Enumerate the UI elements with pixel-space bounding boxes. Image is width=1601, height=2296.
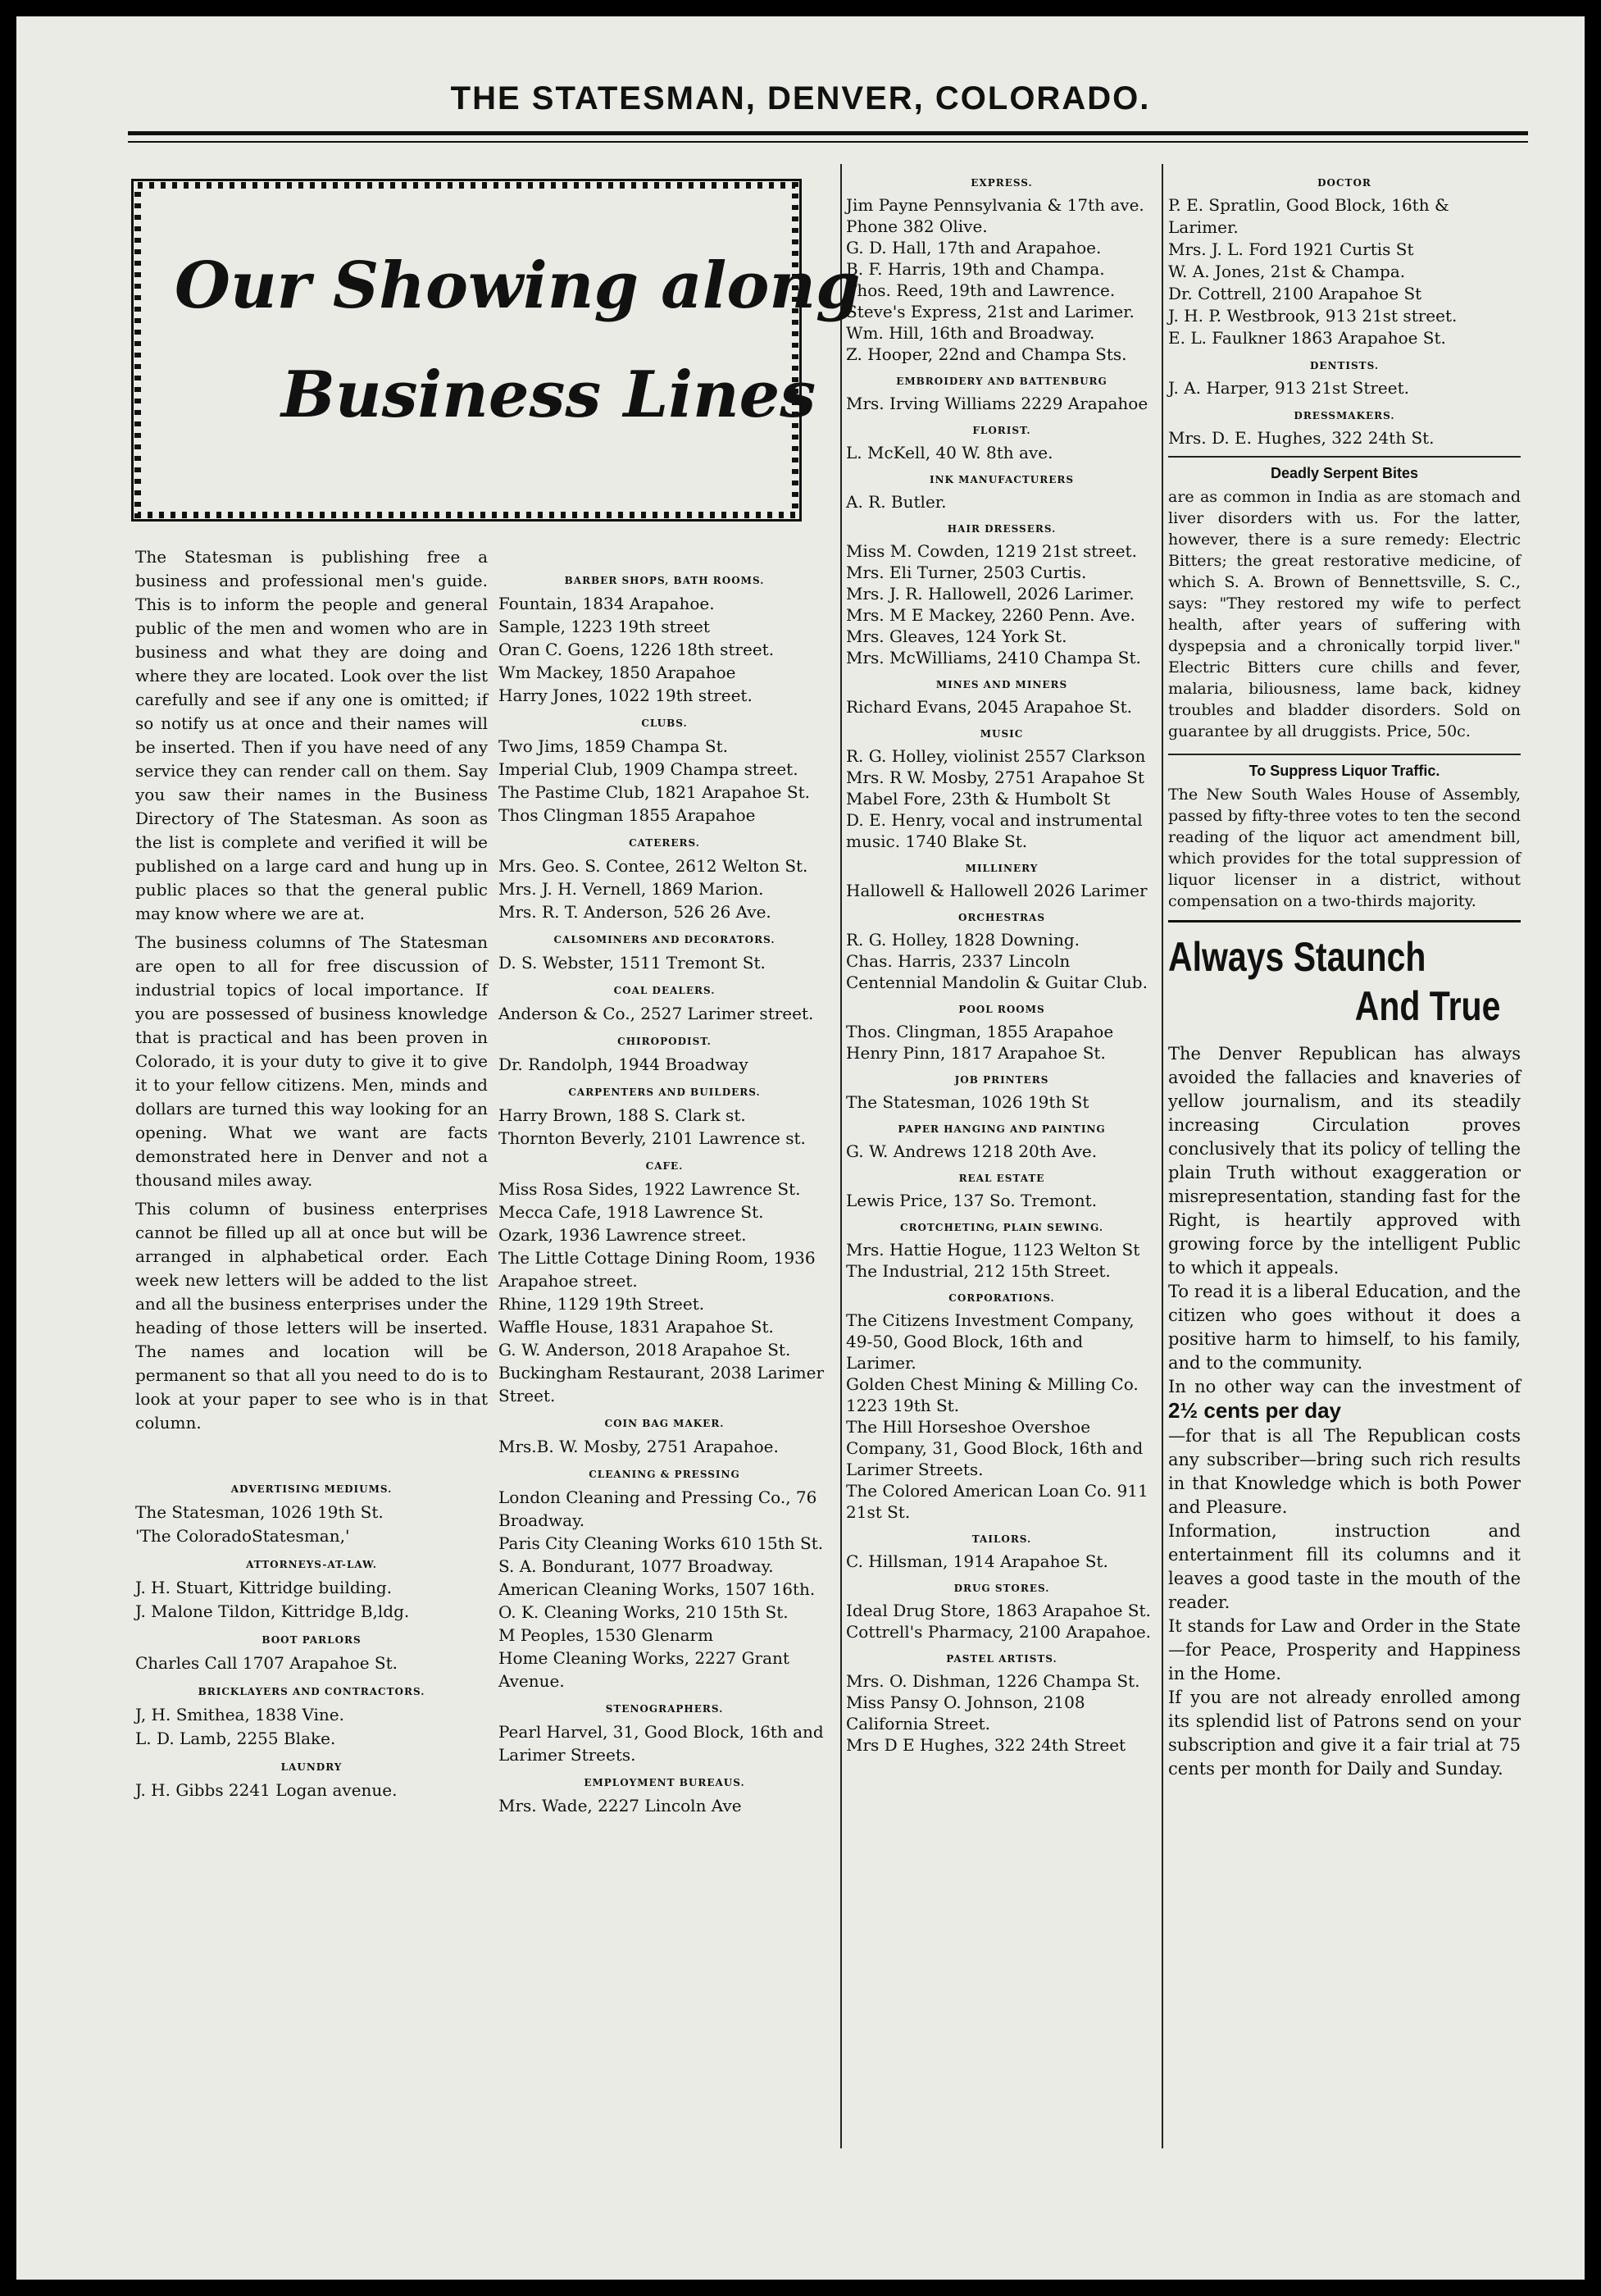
directory-entry: Thos. Clingman, 1855 Arapahoe (846, 1022, 1114, 1041)
directory-entry: R. G. Holley, violinist 2557 Clarkson (846, 746, 1146, 766)
directory-entry: D. S. Webster, 1511 Tremont St. (498, 953, 766, 973)
directory-entry: B. F. Harris, 19th and Champa. (846, 259, 1105, 279)
directory-entry: Waffle House, 1831 Arapahoe St. (498, 1317, 774, 1337)
column-2 (498, 564, 830, 1817)
directory-entry: Steve's Express, 21st and Larimer. (846, 302, 1135, 321)
section-head: TAILORS. (971, 1533, 1032, 1545)
directory-entry: Harry Brown, 188 S. Clark st. (498, 1105, 746, 1125)
column-1 (135, 545, 488, 1802)
section-head: CALSOMINERS AND DECORATORS. (553, 934, 775, 945)
section-head: PASTEL ARTISTS. (946, 1653, 1057, 1665)
intro-paragraph: The business columns of The Statesman are open to all for free discussion of industrial topics of local importance. If you are possessed of business knowledge that is practical and has been proven in Colorado, it is your duty to give it to give it to your fellow citizens. Men, minds and dollars are turned this way looking for an opening. What we want are facts demonstrated here in Denver and not a thousand miles away. (135, 932, 488, 1190)
intro-paragraph: The Statesman is publishing free a business and professional men's guide. This is to inform the people and general public of the men and women who are in business and what they are doing and where they are located. Look over the list carefully and see if any one is omitted; if so notify us at once and their names will be inserted. Then if you have need of any service they can render call on them. Say you saw their names in the Business Directory of The Statesman. As soon as the list is complete and verified it will be published on a large card and hung up in public places so that the general public may know where we are at. (135, 547, 488, 923)
directory-entry: The Statesman, 1026 19th St. (135, 1502, 384, 1522)
directory-entry: G. W. Anderson, 2018 Arapahoe St. (498, 1340, 791, 1360)
section-head: STENOGRAPHERS. (605, 1703, 724, 1715)
directory-entry: O. K. Cleaning Works, 210 15th St. (498, 1602, 789, 1622)
section-head: DRESSMAKERS. (1294, 410, 1395, 421)
ad-headline: And True (1354, 983, 1501, 1029)
directory-entry: Mrs. J. R. Hallowell, 2026 Larimer. (846, 584, 1135, 604)
directory-entry: S. A. Bondurant, 1077 Broadway. (498, 1556, 774, 1576)
directory-entry: The Citizens Investment Company, 49-50, Good Block, 16th and Larimer. (846, 1310, 1135, 1373)
section-head: CHIROPODIST. (617, 1036, 712, 1047)
directory-entry: Anderson & Co., 2527 Larimer street. (498, 1004, 814, 1023)
section-head: DRUG STORES. (953, 1583, 1050, 1594)
directory-entry: Lewis Price, 137 So. Tremont. (846, 1191, 1098, 1210)
section-head: INK MANUFACTURERS (929, 474, 1075, 485)
directory-entry: J. H. Gibbs 2241 Logan avenue. (135, 1780, 398, 1800)
section-head: ADVERTISING MEDIUMS. (230, 1483, 393, 1495)
directory-entry: Imperial Club, 1909 Champa street. (498, 759, 798, 779)
directory-entry: R. G. Holley, 1828 Downing. (846, 930, 1080, 950)
directory-entry: Rhine, 1129 19th Street. (498, 1294, 705, 1314)
ad-paragraph: To read it is a liberal Education, and the citizen who goes without it does a positive harm to himself, to his family, and to the community. (1168, 1282, 1521, 1373)
directory-entry: Thos. Reed, 19th and Lawrence. (846, 280, 1116, 300)
directory-entry: J. H. Stuart, Kittridge building. (135, 1578, 393, 1597)
column-4 (1168, 166, 1521, 1781)
directory-entry: Hallowell & Hallowell 2026 Larimer (846, 881, 1148, 900)
section-head: DOCTOR (1317, 177, 1371, 189)
directory-entry: The Little Cottage Dining Room, 1936 Arapahoe street. (498, 1248, 816, 1291)
directory-entry: 'The ColoradoStatesman,' (135, 1526, 350, 1546)
showcase-box (131, 179, 861, 522)
directory-entry: M Peoples, 1530 Glenarm (498, 1625, 714, 1645)
directory-entry: E. L. Faulkner 1863 Arapahoe St. (1168, 328, 1446, 348)
directory-entry: Mrs. D. E. Hughes, 322 24th St. (1168, 428, 1435, 448)
directory-entry: Z. Hooper, 22nd and Champa Sts. (846, 344, 1127, 364)
article-heading: To Suppress Liquor Traffic. (1249, 763, 1440, 779)
section-head: COAL DEALERS. (613, 985, 716, 996)
directory-entry: Cottrell's Pharmacy, 2100 Arapahoe. (846, 1622, 1152, 1642)
directory-entry: Mabel Fore, 23th & Humbolt St (846, 789, 1111, 809)
directory-entry: Mrs. Geo. S. Contee, 2612 Welton St. (498, 856, 808, 876)
directory-entry: Golden Chest Mining & Milling Co. 1223 19th St. (846, 1374, 1139, 1415)
directory-entry: L. D. Lamb, 2255 Blake. (135, 1729, 336, 1748)
directory-entry: J. H. P. Westbrook, 913 21st street. (1168, 306, 1458, 326)
showcase-title-line2: Business Lines (281, 358, 816, 432)
column-divider (840, 164, 842, 2148)
directory-entry: Mrs. O. Dishman, 1226 Champa St. (846, 1671, 1140, 1691)
directory-entry: A. R. Butler. (846, 492, 947, 512)
section-head: CORPORATIONS. (948, 1292, 1055, 1304)
masthead: THE STATESMAN, DENVER, COLORADO. (450, 80, 1151, 116)
ad-paragraph: It stands for Law and Order in the State—for Peace, Prosperity and Happiness in the Home. (1168, 1616, 1521, 1683)
section-head: MILLINERY (965, 863, 1039, 874)
directory-entry: Richard Evans, 2045 Arapahoe St. (846, 697, 1132, 717)
section-head: LAUNDRY (280, 1761, 343, 1773)
article-text: are as common in India as are stomach and liver disorders with us. For the latter, however, there is a sure remedy: Electric Bitters; the great restorative medicine, of which S. A. Brown of Bennettsville, S. C., says: "They restored my wife to perfect health, after years of suffering with dyspepsia and a chronically torpid liver." Electric Bitters cure chills and fever, malaria, biliousness, lame back, kidney troubles and bladder disorders. Sold on guarantee by all druggists. Price, 50c. (1168, 488, 1521, 740)
section-head: CAFE. (645, 1160, 684, 1172)
ad-paragraph: The Denver Republican has always avoided the fallacies and knaveries of yellow journalism, and its steadily increasing Circulation proves conclusively that its policy of telling the plain Truth without exaggeration or misrepresentation, standing fast for the Right, is heartily approved with growing force by the intelligent Public to which it appeals. (1168, 1044, 1521, 1278)
ad-paragraph: Information, instruction and entertainment fill its columns and it leaves a good taste in the mouth of the reader. (1168, 1521, 1521, 1612)
directory-entry: Chas. Harris, 2337 Lincoln (846, 951, 1071, 971)
section-head: CARPENTERS AND BUILDERS. (568, 1086, 761, 1098)
directory-entry: G. D. Hall, 17th and Arapahoe. (846, 238, 1102, 257)
section-head: EMBROIDERY AND BATTENBURG (896, 376, 1108, 387)
directory-entry: American Cleaning Works, 1507 16th. (498, 1579, 816, 1599)
directory-entry: Mrs. Hattie Hogue, 1123 Welton St (846, 1240, 1140, 1260)
directory-entry: Mrs. J. L. Ford 1921 Curtis St (1168, 239, 1414, 259)
column-3 (846, 166, 1158, 1756)
ad-price: 2½ cents per day (1168, 1398, 1341, 1423)
directory-entry: Mrs. M E Mackey, 2260 Penn. Ave. (846, 605, 1135, 625)
showcase-title-line1: Our Showing along (175, 248, 861, 323)
masthead-rule-thin (128, 141, 1528, 143)
directory-entry: Charles Call 1707 Arapahoe St. (135, 1653, 398, 1673)
directory-entry: The Colored American Loan Co. 911 21st St. (846, 1481, 1148, 1522)
section-head: EMPLOYMENT BUREAUS. (584, 1777, 745, 1788)
article-heading: Deadly Serpent Bites (1270, 465, 1419, 481)
directory-entry: Oran C. Goens, 1226 18th street. (498, 640, 775, 659)
newspaper-page (16, 16, 1585, 2280)
directory-entry: Home Cleaning Works, 2227 Grant Avenue. (498, 1648, 789, 1691)
directory-entry: G. W. Andrews 1218 20th Ave. (846, 1141, 1098, 1161)
directory-entry: Miss M. Cowden, 1219 21st street. (846, 541, 1137, 561)
section-head: BOOT PARLORS (262, 1634, 362, 1646)
directory-entry: Henry Pinn, 1817 Arapahoe St. (846, 1043, 1106, 1063)
showcase-border (131, 179, 802, 522)
directory-entry: Fountain, 1834 Arapahoe. (498, 594, 715, 613)
directory-entry: Mrs. R W. Mosby, 2751 Arapahoe St (846, 768, 1144, 787)
ad-paragraph: If you are not already enrolled among its splendid list of Patrons send on your subscription and give it a fair trial at 75 cents per month for Daily and Sunday. (1168, 1688, 1521, 1779)
directory-entry: Pearl Harvel, 31, Good Block, 16th and Larimer Streets. (498, 1722, 824, 1765)
directory-entry: Miss Pansy O. Johnson, 2108 California Street. (846, 1692, 1085, 1733)
directory-entry: The Pastime Club, 1821 Arapahoe St. (498, 782, 810, 802)
section-head: JOB PRINTERS (954, 1074, 1049, 1086)
directory-entry: Dr. Randolph, 1944 Broadway (498, 1055, 748, 1074)
masthead-rule (128, 131, 1528, 135)
directory-entry: Dr. Cottrell, 2100 Arapahoe St (1168, 284, 1422, 303)
directory-entry: Mrs.B. W. Mosby, 2751 Arapahoe. (498, 1437, 779, 1456)
directory-entry: Mrs. Gleaves, 124 York St. (846, 626, 1067, 646)
directory-entry: P. E. Spratlin, Good Block, 16th & Larimer. (1168, 195, 1449, 237)
directory-entry: W. A. Jones, 21st & Champa. (1168, 262, 1406, 281)
intro-paragraph: This column of business enterprises cannot be filled up all at once but will be arranged in alphabetical order. Each week new letters will be added to the list and all the business enterprises under the heading of those letters will be inserted. The names and location will be permanent so that all you need to do is to look at your paper to see who is in that column. (135, 1199, 488, 1433)
section-head: REAL ESTATE (958, 1173, 1045, 1184)
section-head: HAIR DRESSERS. (947, 523, 1057, 535)
directory-entry: The Industrial, 212 15th Street. (846, 1261, 1111, 1281)
directory-entry: Mrs. J. H. Vernell, 1869 Marion. (498, 879, 764, 899)
directory-entry: Buckingham Restaurant, 2038 Larimer Street. (498, 1363, 825, 1405)
section-head: MUSIC (980, 728, 1024, 740)
section-head: CLEANING & PRESSING (589, 1469, 740, 1480)
section-head: CROTCHETING, PLAIN SEWING. (899, 1222, 1104, 1233)
directory-entry: Wm. Hill, 16th and Broadway. (846, 323, 1095, 343)
directory-entry: Mrs D E Hughes, 322 24th Street (846, 1735, 1126, 1755)
directory-entry: Mecca Cafe, 1918 Lawrence St. (498, 1202, 764, 1222)
ad-paragraph: —for that is all The Republican costs any subscriber—bring such rich results in that Knowledge which is both Power and Pleasure. (1168, 1426, 1521, 1517)
directory-entry: Paris City Cleaning Works 610 15th St. (498, 1533, 824, 1553)
directory-entry: Jim Payne Pennsylvania & 17th ave. Phone 382 Olive. (846, 195, 1144, 236)
ad-headline: Always Staunch (1168, 934, 1426, 980)
directory-entry: Mrs. Irving Williams 2229 Arapahoe (846, 394, 1148, 413)
directory-entry: Mrs. McWilliams, 2410 Champa St. (846, 648, 1141, 667)
directory-entry: Thornton Beverly, 2101 Lawrence st. (498, 1128, 806, 1148)
section-head: DENTISTS. (1309, 360, 1380, 371)
directory-entry: Mrs. Eli Turner, 2503 Curtis. (846, 563, 1087, 582)
directory-entry: Ideal Drug Store, 1863 Arapahoe St. (846, 1601, 1151, 1620)
directory-entry: Two Jims, 1859 Champa St. (498, 736, 729, 756)
directory-entry: The Hill Horseshoe Overshoe Company, 31, Good Block, 16th and Larimer Streets. (846, 1417, 1144, 1479)
section-head: CATERERS. (629, 837, 700, 849)
directory-entry: C. Hillsman, 1914 Arapahoe St. (846, 1551, 1108, 1571)
directory-entry: Centennial Mandolin & Guitar Club. (846, 973, 1148, 992)
directory-entry: L. McKell, 40 W. 8th ave. (846, 443, 1053, 462)
directory-entry: The Statesman, 1026 19th St (846, 1092, 1089, 1112)
directory-entry: Mrs. R. T. Anderson, 526 26 Ave. (498, 902, 771, 922)
directory-entry: J. A. Harper, 913 21st Street. (1168, 378, 1409, 398)
section-head: POOL ROOMS (958, 1004, 1045, 1015)
directory-entry: D. E. Henry, vocal and instrumental music. 1740 Blake St. (846, 810, 1143, 851)
directory-entry: London Cleaning and Pressing Co., 76 Broadway. (498, 1487, 817, 1530)
section-head: EXPRESS. (971, 177, 1033, 189)
section-head: ATTORNEYS-AT-LAW. (246, 1559, 377, 1570)
article-text: The New South Wales House of Assembly, passed by fifty-three votes to ten the second reading of the liquor act amendment bill, which provides for the total suppression of liquor licenser in a district, without compensation on a two-thirds majority. (1168, 786, 1521, 910)
directory-entry: Mrs. Wade, 2227 Lincoln Ave (498, 1796, 742, 1815)
directory-entry: J. Malone Tildon, Kittridge B,ldg. (135, 1601, 410, 1621)
section-head: ORCHESTRAS (957, 912, 1045, 923)
directory-entry: Thos Clingman 1855 Arapahoe (498, 805, 756, 825)
column-divider (1162, 164, 1163, 2148)
section-head: COIN BAG MAKER. (604, 1418, 725, 1429)
section-head: PAPER HANGING AND PAINTING (898, 1123, 1106, 1135)
section-head: CLUBS. (641, 718, 688, 729)
directory-entry: Miss Rosa Sides, 1922 Lawrence St. (498, 1179, 801, 1199)
directory-entry: Harry Jones, 1022 19th street. (498, 686, 753, 705)
section-head: FLORIST. (972, 425, 1031, 436)
section-head: BRICKLAYERS AND CONTRACTORS. (198, 1686, 425, 1697)
directory-entry: Ozark, 1936 Lawrence street. (498, 1225, 747, 1245)
directory-entry: Wm Mackey, 1850 Arapahoe (498, 663, 736, 682)
section-head: MINES AND MINERS (935, 679, 1068, 690)
ad-paragraph: In no other way can the investment of (1168, 1377, 1521, 1396)
directory-entry: Sample, 1223 19th street (498, 617, 710, 636)
directory-entry: J, H. Smithea, 1838 Vine. (135, 1705, 344, 1724)
section-head: BARBER SHOPS, BATH ROOMS. (564, 575, 765, 586)
